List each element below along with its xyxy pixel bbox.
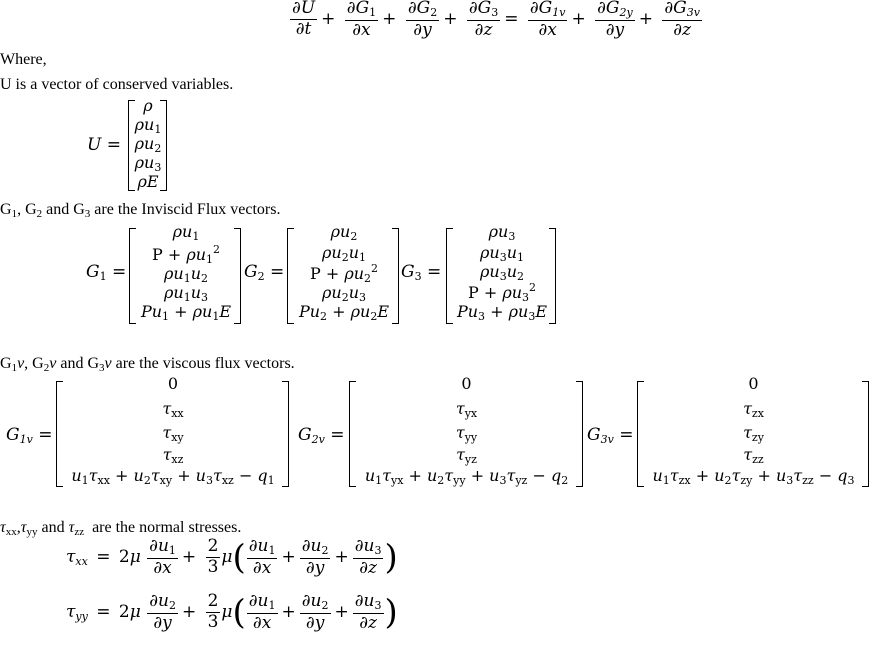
where-text: Where, bbox=[0, 51, 47, 68]
stress-description: $\tau_{xx},\tau_{yy}$ and $\tau_{zz}$ are the normal stresses. bbox=[0, 519, 242, 538]
u-vector bbox=[133, 96, 163, 192]
tau-xx-equation: τxx = 2μ $\frac{\partial u_1}{\partial x}$ + $\frac{2}{3}$ μ( $\frac{\partial u_1}{\partial x}$ + $\frac{\partial u_2}{\partial y}$ + $\frac{\partial u_3}{\partial z}$ ) bbox=[66, 536, 398, 578]
g3v-entry: $\tau_{zz}$ bbox=[743, 445, 764, 466]
g1v-entry: 0 bbox=[167, 374, 179, 393]
g1v-label: G1v = bbox=[6, 425, 53, 446]
g1-entry: $Pu_1 + \rho u_1E$ bbox=[140, 302, 232, 323]
u-entry: ρE bbox=[137, 172, 159, 191]
g3-label: $G_3$ = bbox=[401, 262, 442, 283]
g3-entry: $P + \rho u_3^2$ bbox=[467, 281, 537, 304]
g2v-entry: $\tau_{yz}$ bbox=[456, 445, 477, 466]
g1-entry: $\rho u_1u_3$ bbox=[163, 283, 209, 304]
g2v-entry: 0 bbox=[461, 374, 472, 393]
g3-entry: $\rho u_3u_1$ bbox=[479, 243, 525, 264]
g2v-entry: $u_1\tau_{yx} + u_2\tau_{yy} + u_3\tau_{yz} - q_2$ bbox=[364, 466, 569, 487]
viscous-desc-text: are the viscous flux vectors. bbox=[115, 355, 295, 372]
g2-vector bbox=[292, 222, 396, 322]
g2v-entry: $\tau_{yx}$ bbox=[455, 399, 478, 420]
g1v-entry: $\tau_{xz}$ bbox=[162, 445, 184, 466]
u-entry: $\rho u_3$ bbox=[134, 153, 162, 174]
g3-entry: $\rho u_3$ bbox=[488, 222, 516, 243]
g2-entry: $Pu_2 + \rho u_2E$ bbox=[298, 302, 390, 323]
and-text: and bbox=[60, 355, 84, 372]
u-description: U is a vector of conserved variables. bbox=[0, 76, 234, 93]
inviscid-description: $G_1$, $G_2$ and $G_3$ are the Inviscid Flux vectors. bbox=[0, 201, 281, 220]
g2-entry: $\rho u_2u_3$ bbox=[321, 283, 367, 304]
g2-entry: $P + \rho u_2^2$ bbox=[309, 262, 379, 285]
g3-vector bbox=[451, 222, 553, 322]
viscous-description: $G_1v$, $G_2v$ and $G_3v$ are the viscous flux vectors. bbox=[0, 355, 295, 374]
governing-equation: $\frac{\partial U}{\partial t}$ + $\frac{\partial G_1}{\partial x}$ + $\frac{\partial G_2}{\partial y}$ + $\frac{\partial G_3}{\partial z}$ = $\frac{\partial G1v}{\partial x}$ + $\frac{\partial G2y}{\partial y}$ + $\frac{\partial G3v}{\partial z}$ bbox=[292, 0, 700, 40]
tau-yy-equation: τyy = 2μ $\frac{\partial u_2}{\partial y}$ + $\frac{2}{3}$ μ( $\frac{\partial u_1}{\partial x}$ + $\frac{\partial u_2}{\partial y}$ + $\frac{\partial u_3}{\partial z}$ ) bbox=[66, 591, 398, 633]
u-label: U = bbox=[87, 135, 121, 155]
g3v-entry: 0 bbox=[748, 374, 759, 393]
and-text: and bbox=[41, 519, 65, 536]
g2v-label: G2v = bbox=[298, 425, 345, 446]
g1v-entry: $u_1\tau_{xx} + u_2\tau_{xy} + u_3\tau_{xz} - q_1$ bbox=[71, 466, 275, 487]
g1v-vector bbox=[58, 374, 288, 486]
g1-entry: $\rho u_1$ bbox=[172, 222, 200, 243]
g3v-label: G3v = bbox=[587, 425, 634, 446]
g1-label: $G_1$ = bbox=[86, 262, 127, 283]
g3-entry: $\rho u_3u_2$ bbox=[479, 262, 525, 283]
inviscid-desc-text: are the Inviscid Flux vectors. bbox=[94, 201, 281, 218]
g3v-entry: $u_1\tau_{zx} + u_2\tau_{zy} + u_3\tau_{zz} - q_3$ bbox=[652, 466, 855, 487]
g2-entry: $\rho u_2u_1$ bbox=[321, 243, 367, 264]
g3-entry: $Pu_3 + \rho u_3E$ bbox=[456, 302, 548, 323]
g2-entry: $\rho u_2$ bbox=[330, 222, 358, 243]
g1v-entry: $\tau_{xy}$ bbox=[162, 423, 184, 444]
g1-entry: $\rho u_1u_2$ bbox=[163, 264, 209, 285]
g2v-entry: $\tau_{yy}$ bbox=[455, 423, 478, 444]
g1-vector bbox=[134, 222, 238, 322]
stress-desc-text: are the normal stresses. bbox=[92, 519, 242, 536]
and-text: and bbox=[46, 201, 70, 218]
g2-label: $G_2$ = bbox=[244, 262, 285, 283]
g3v-entry: $\tau_{zy}$ bbox=[743, 423, 764, 444]
g3v-entry: $\tau_{zx}$ bbox=[743, 399, 764, 420]
g1v-entry: $\tau_{xx}$ bbox=[162, 399, 184, 420]
u-entry: $\rho u_2$ bbox=[134, 134, 162, 155]
g1-entry: $P + \rho u_1^2$ bbox=[151, 243, 221, 266]
u-entry: $\rho u_1$ bbox=[134, 115, 162, 136]
g3v-vector bbox=[639, 374, 868, 486]
g2v-vector bbox=[351, 374, 582, 486]
u-entry: ρ bbox=[143, 96, 153, 115]
